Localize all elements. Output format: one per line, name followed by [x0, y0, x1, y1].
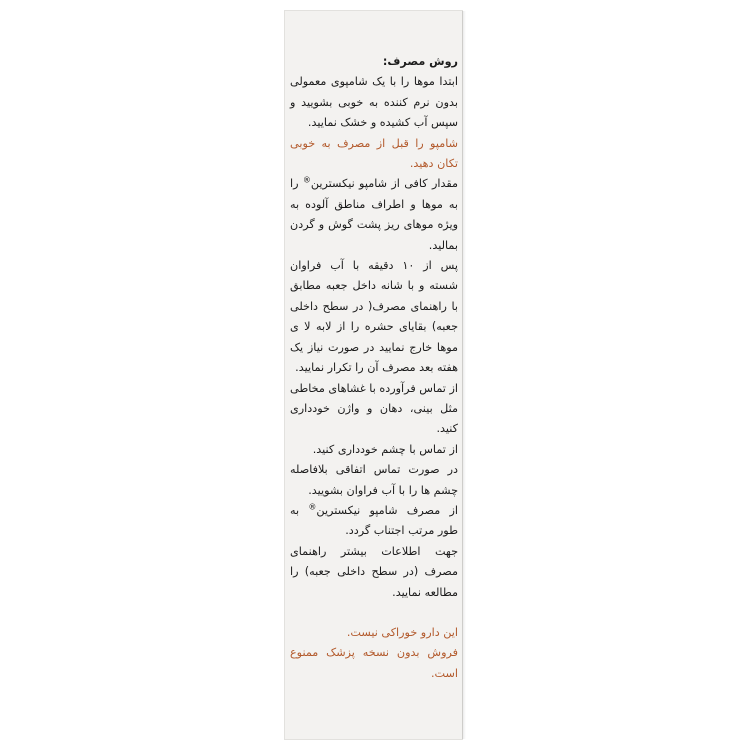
usage-instructions	[290, 52, 458, 684]
step-wash-hair: ابتدا موها را با یک شامپوی معمولی بدون نرم کننده به خوبی بشویید و سپس آب کشیده و خشک نمایید.	[290, 75, 458, 130]
registered-mark-2: ®	[308, 502, 317, 512]
mucous-warning: از تماس فرآورده با غشاهای مخاطی مثل بینی، دهان و واژن خودداری کنید.	[290, 381, 458, 436]
step-rinse-comb: پس از ۱۰ دقیقه با آب فراوان شسته و با شانه داخل جعبه مطابق با راهنمای مصرف( در سطح داخلی جعبه) بقایای حشره را از لابه لا ی موها خارج نمایید در صورت نیاز یک هفته بعد مصرف آن را تکرار نمایید.	[290, 259, 459, 375]
prescription-warning: فروش بدون نسخه پزشک ممنوع است.	[290, 646, 458, 680]
more-info: جهت اطلاعات بیشتر راهنمای مصرف (در سطح داخلی جعبه) را مطالعه نمایید.	[290, 544, 458, 599]
regular-use-warning	[290, 501, 458, 542]
shake-warning: شامپو را قبل از مصرف به خوبی تکان دهید.	[290, 136, 458, 171]
not-oral-warning: این دارو خوراکی نیست.	[346, 625, 458, 639]
eye-warning: از تماس با چشم خودداری کنید.	[312, 442, 458, 456]
regular-use-tail: به طور مرتب اجتناب گردد.	[290, 503, 458, 538]
heading: روش مصرف:	[382, 55, 458, 68]
step-apply-lead: مقدار کافی از شامپو نیکسترین	[310, 177, 458, 191]
eye-contact-instruction: در صورت تماس اتفاقی بلافاصله چشم ها را با آب فراوان بشویید.	[290, 463, 458, 497]
step-apply	[290, 174, 458, 256]
registered-mark: ®	[302, 175, 311, 185]
step-apply-tail: را به موها و اطراف مناطق آلوده به ویژه موهای ریز پشت گوش و گردن بمالید.	[290, 177, 458, 252]
regular-use-lead: از مصرف شامپو نیکسترین	[316, 503, 459, 517]
